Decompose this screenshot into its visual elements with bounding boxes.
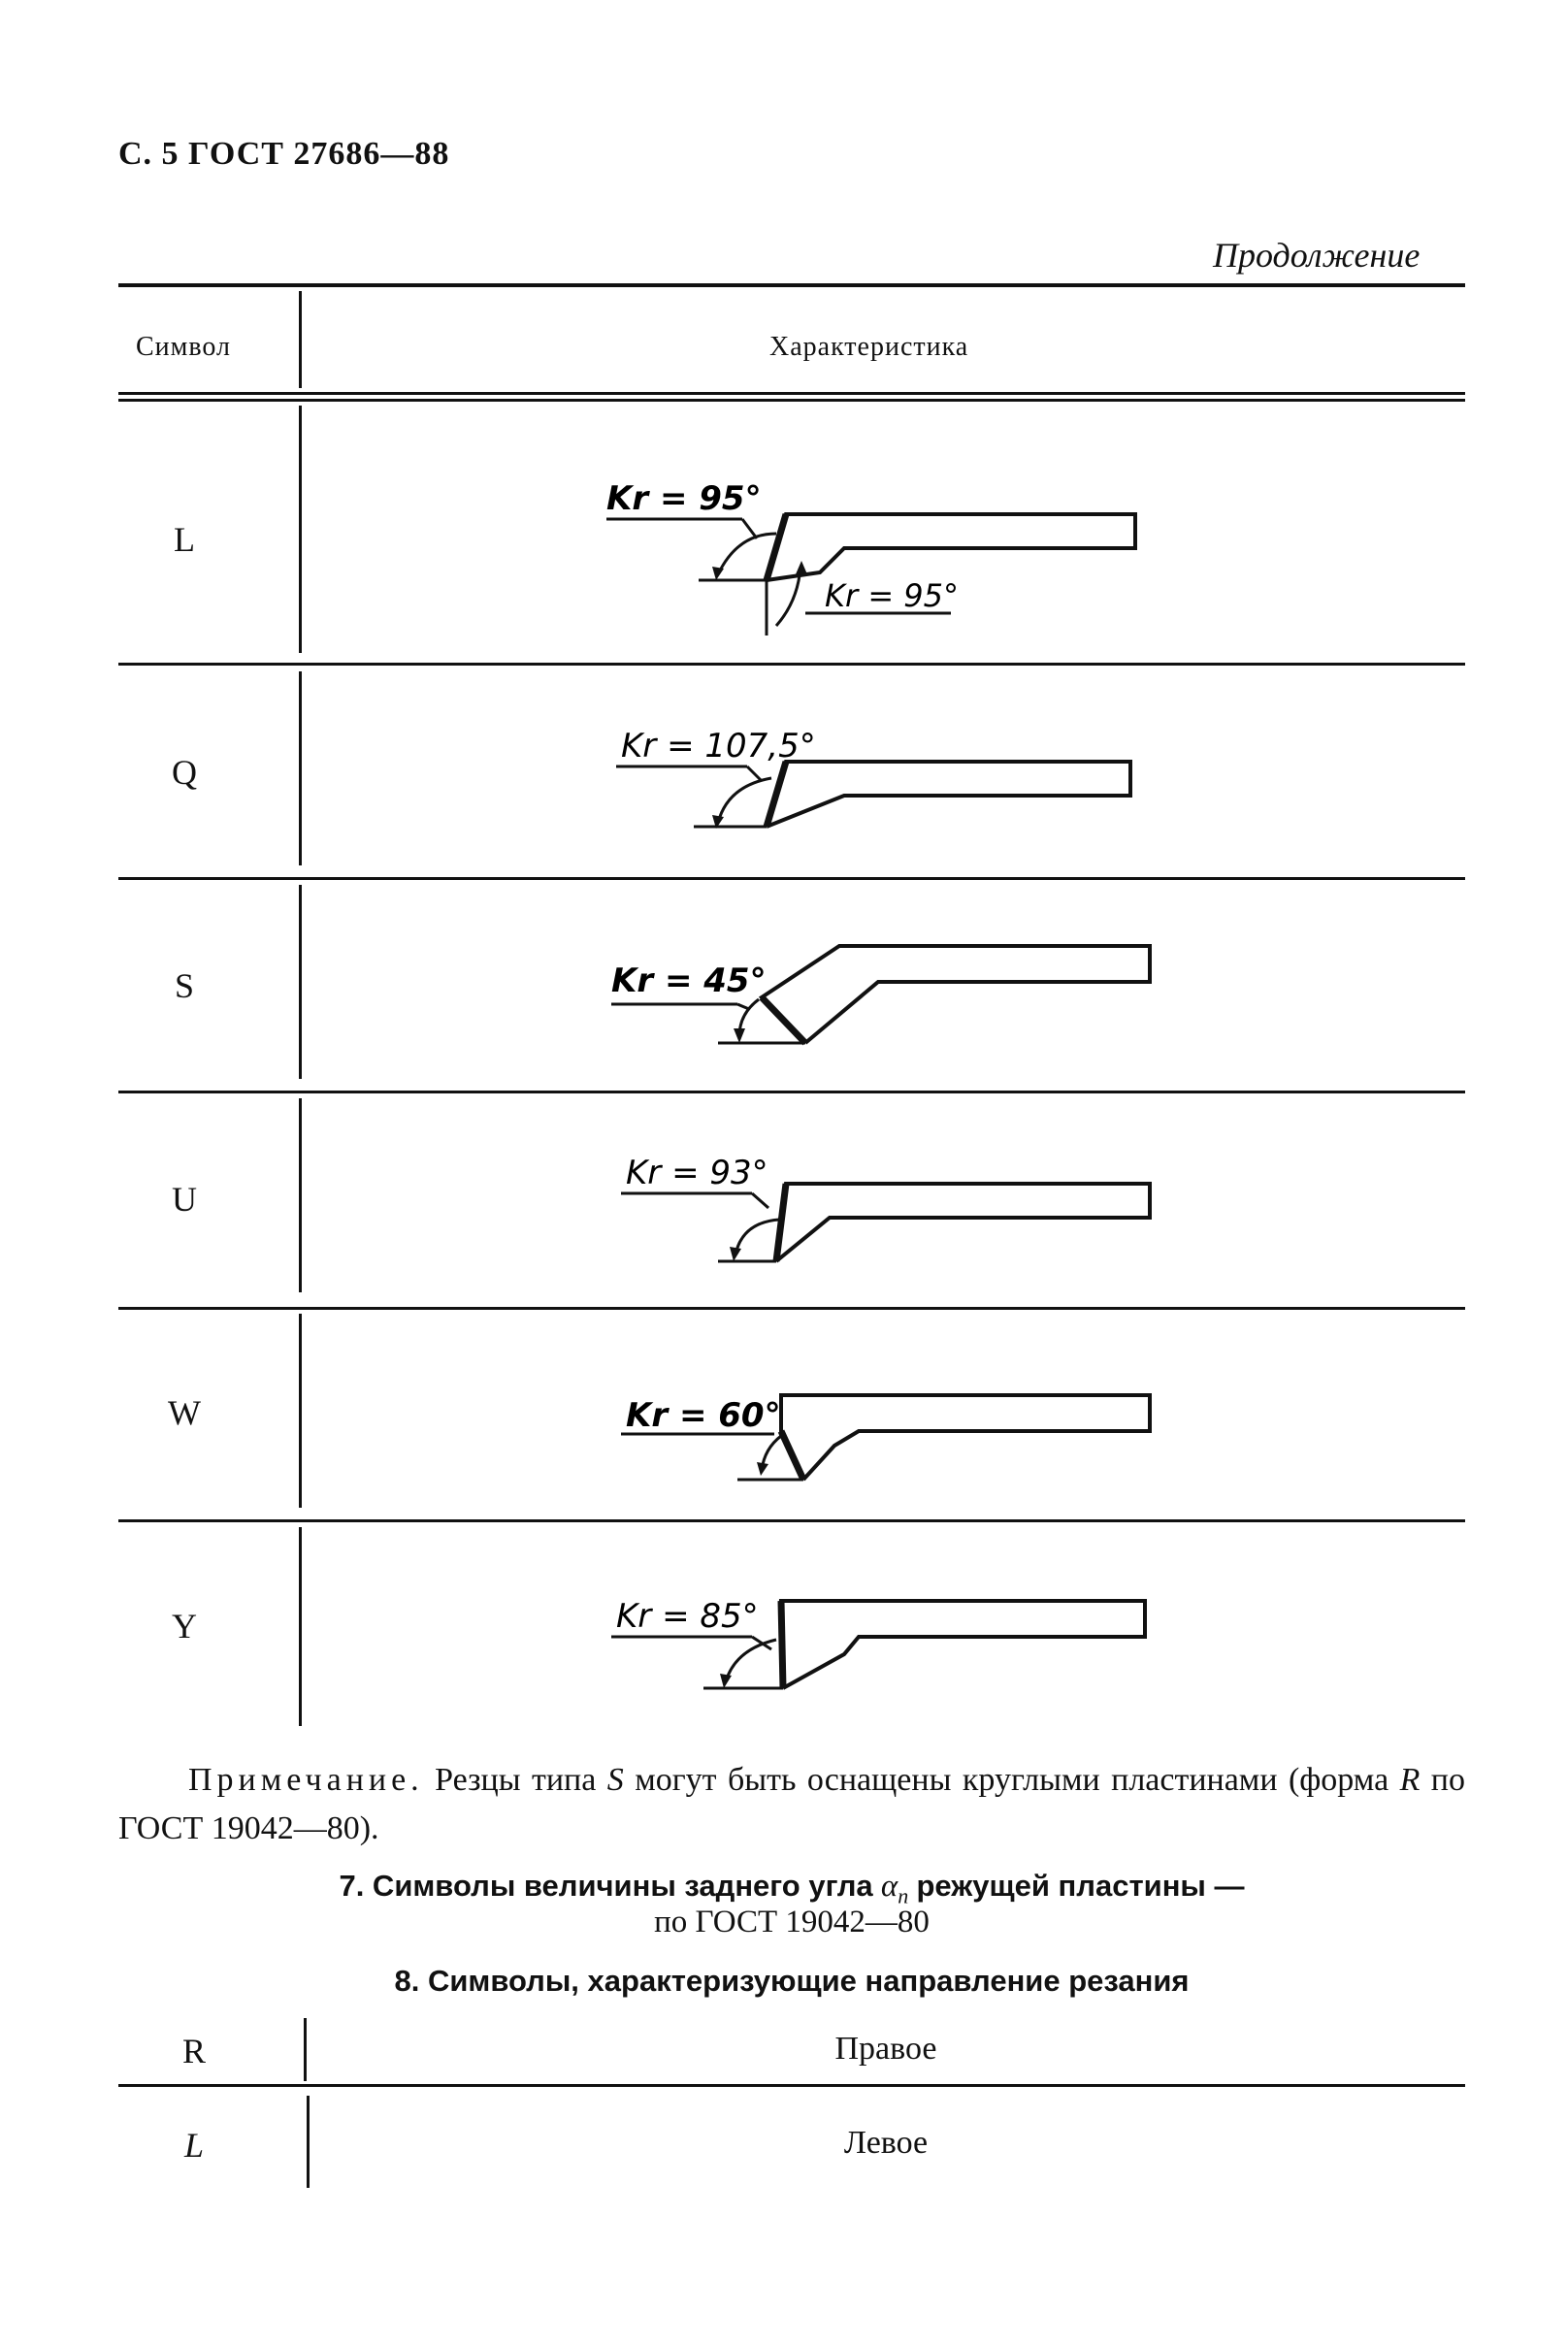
section-7-title-part2: режущей пластины — — [916, 1869, 1245, 1903]
row-rule — [118, 1307, 1465, 1310]
cutter-diagram-U — [582, 1150, 1164, 1276]
symbol-Y: Y — [172, 1607, 197, 1645]
note-text-part1: Резцы типа — [435, 1762, 607, 1798]
cutter-diagram-Q — [582, 718, 1164, 854]
column-header-characteristic: Характеристика — [769, 332, 969, 362]
page-header: С. 5 ГОСТ 27686—88 — [118, 136, 450, 172]
symbol-S: S — [174, 966, 195, 1005]
note-r-letter: R — [1399, 1762, 1421, 1798]
direction-symbol-L: L — [183, 2126, 205, 2165]
header-divider — [299, 291, 302, 388]
header-rule-1 — [118, 392, 1465, 395]
symbol-U: U — [172, 1180, 197, 1219]
column-divider — [299, 1314, 302, 1508]
section-7-title-part1: 7. Символы величины заднего угла — [339, 1869, 873, 1903]
continuation-label: Продолжение — [1213, 236, 1421, 275]
symbol-W: W — [168, 1393, 201, 1432]
direction-row-rule — [118, 2084, 1465, 2087]
cutter-diagram-L — [582, 466, 1164, 645]
note-text-part2: могут быть оснащены круглыми пластинами (форма — [623, 1762, 1400, 1798]
alpha-subscript: n — [898, 1883, 909, 1908]
header-rule-2 — [118, 399, 1465, 402]
cutter-diagram-W — [582, 1373, 1164, 1489]
column-divider — [299, 671, 302, 865]
column-divider — [299, 406, 302, 653]
alpha-symbol: α — [880, 1869, 898, 1904]
symbol-Q: Q — [172, 753, 197, 792]
row-rule — [118, 663, 1465, 666]
direction-symbol-R: R — [181, 2032, 206, 2070]
angle-label: Kr = 107,5° — [621, 727, 816, 766]
row-rule — [118, 1091, 1465, 1093]
angle-label: Kr = 95° — [606, 479, 762, 518]
cutter-diagram-S — [582, 931, 1164, 1067]
note-paragraph — [118, 1756, 1465, 1853]
direction-value-left: Левое — [843, 2125, 929, 2161]
angle-label: Kr = 95° — [825, 577, 960, 614]
cutter-diagram-Y — [582, 1577, 1164, 1703]
angle-label: Kr = 93° — [626, 1154, 768, 1192]
direction-value-right: Правое — [834, 2031, 937, 2067]
note-s-letter: S — [606, 1762, 624, 1798]
angle-label: Kr = 45° — [611, 961, 767, 1000]
column-divider — [299, 1527, 302, 1726]
section-8-heading: 8. Символы, характеризующие направление резания — [394, 1964, 1190, 1998]
note-text-part3: по ГОСТ 19042—80). — [118, 1762, 1466, 1846]
table-top-rule — [118, 283, 1465, 287]
row-rule — [118, 877, 1465, 880]
angle-label: Kr = 60° — [626, 1396, 781, 1435]
row-rule — [118, 1519, 1465, 1522]
angle-label: Kr = 85° — [616, 1597, 759, 1636]
section-7-line2: по ГОСТ 19042—80 — [654, 1905, 930, 1939]
column-divider — [299, 1098, 302, 1292]
symbol-L: L — [174, 520, 195, 559]
column-divider — [299, 885, 302, 1079]
note-label: Примечание. — [188, 1762, 424, 1798]
column-header-symbol: Символ — [136, 332, 232, 362]
